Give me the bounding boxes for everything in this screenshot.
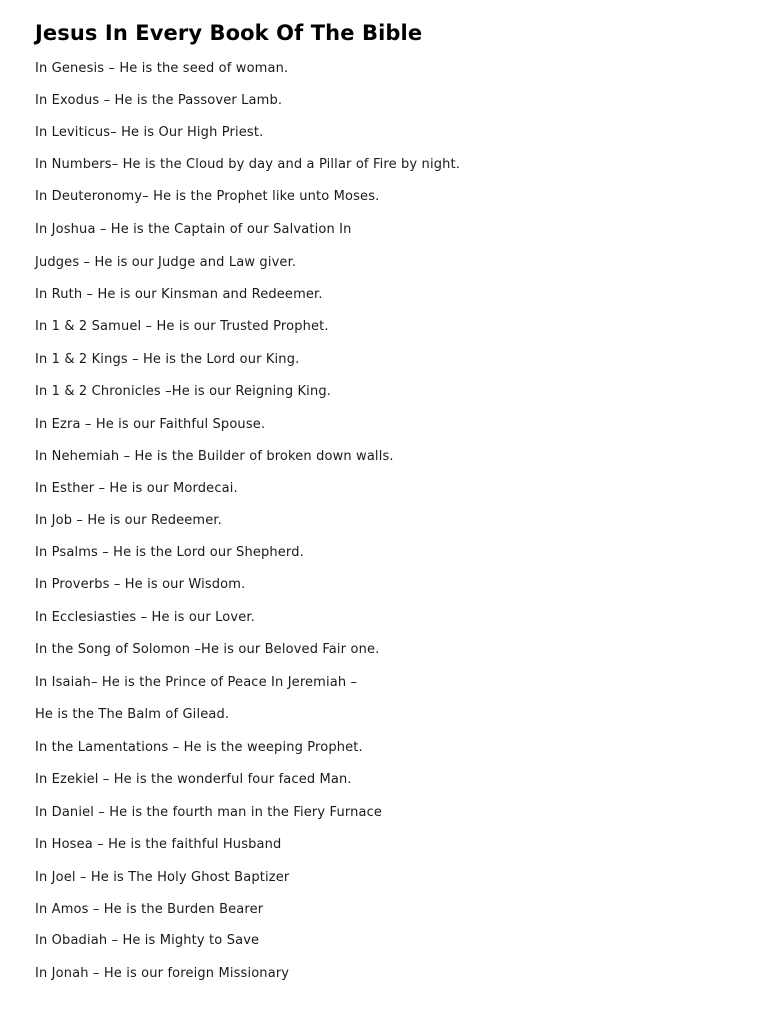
document-title: Jesus In Every Book Of The Bible: [35, 21, 423, 45]
statement-line: In Exodus – He is the Passover Lamb.: [35, 93, 283, 108]
statement-line: In Esther – He is our Mordecai.: [35, 481, 238, 496]
statement-line: In Numbers– He is the Cloud by day and a Pillar of Fire by night.: [35, 157, 461, 172]
statement-line: In Ezra – He is our Faithful Spouse.: [35, 417, 266, 432]
statement-line: In Daniel – He is the fourth man in the Fiery Furnace: [35, 805, 383, 820]
statement-line: In Job – He is our Redeemer.: [35, 513, 222, 528]
statement-line: In Obadiah – He is Mighty to Save: [35, 933, 260, 948]
statement-line: In Deuteronomy– He is the Prophet like unto Moses.: [35, 189, 380, 204]
statement-line: In Isaiah– He is the Prince of Peace In Jeremiah –: [35, 675, 358, 690]
statement-line: In Proverbs – He is our Wisdom.: [35, 577, 246, 592]
statement-line: In Ezekiel – He is the wonderful four faced Man.: [35, 772, 352, 787]
statement-line: In Genesis – He is the seed of woman.: [35, 61, 289, 76]
statement-line: In 1 & 2 Kings – He is the Lord our King.: [35, 352, 300, 367]
statement-line: In Hosea – He is the faithful Husband: [35, 837, 282, 852]
statement-line: In Jonah – He is our foreign Missionary: [35, 966, 290, 981]
statement-line: In Ecclesiasties – He is our Lover.: [35, 610, 255, 625]
statement-line: In Joel – He is The Holy Ghost Baptizer: [35, 870, 290, 885]
statement-line: In Joshua – He is the Captain of our Salvation In: [35, 222, 352, 237]
statement-line: He is the The Balm of Gilead.: [35, 707, 230, 722]
statement-line: In Psalms – He is the Lord our Shepherd.: [35, 545, 304, 560]
statement-line: In Nehemiah – He is the Builder of broken down walls.: [35, 449, 394, 464]
statement-line: In 1 & 2 Samuel – He is our Trusted Prophet.: [35, 319, 329, 334]
statement-line: Judges – He is our Judge and Law giver.: [35, 255, 297, 270]
statement-line: In Leviticus– He is Our High Priest.: [35, 125, 264, 140]
statement-line: In Amos – He is the Burden Bearer: [35, 902, 264, 917]
statement-line: In the Song of Solomon –He is our Beloved Fair one.: [35, 642, 380, 657]
statement-line: In Ruth – He is our Kinsman and Redeemer.: [35, 287, 323, 302]
statement-line: In the Lamentations – He is the weeping Prophet.: [35, 740, 363, 755]
statement-line: In 1 & 2 Chronicles –He is our Reigning King.: [35, 384, 332, 399]
